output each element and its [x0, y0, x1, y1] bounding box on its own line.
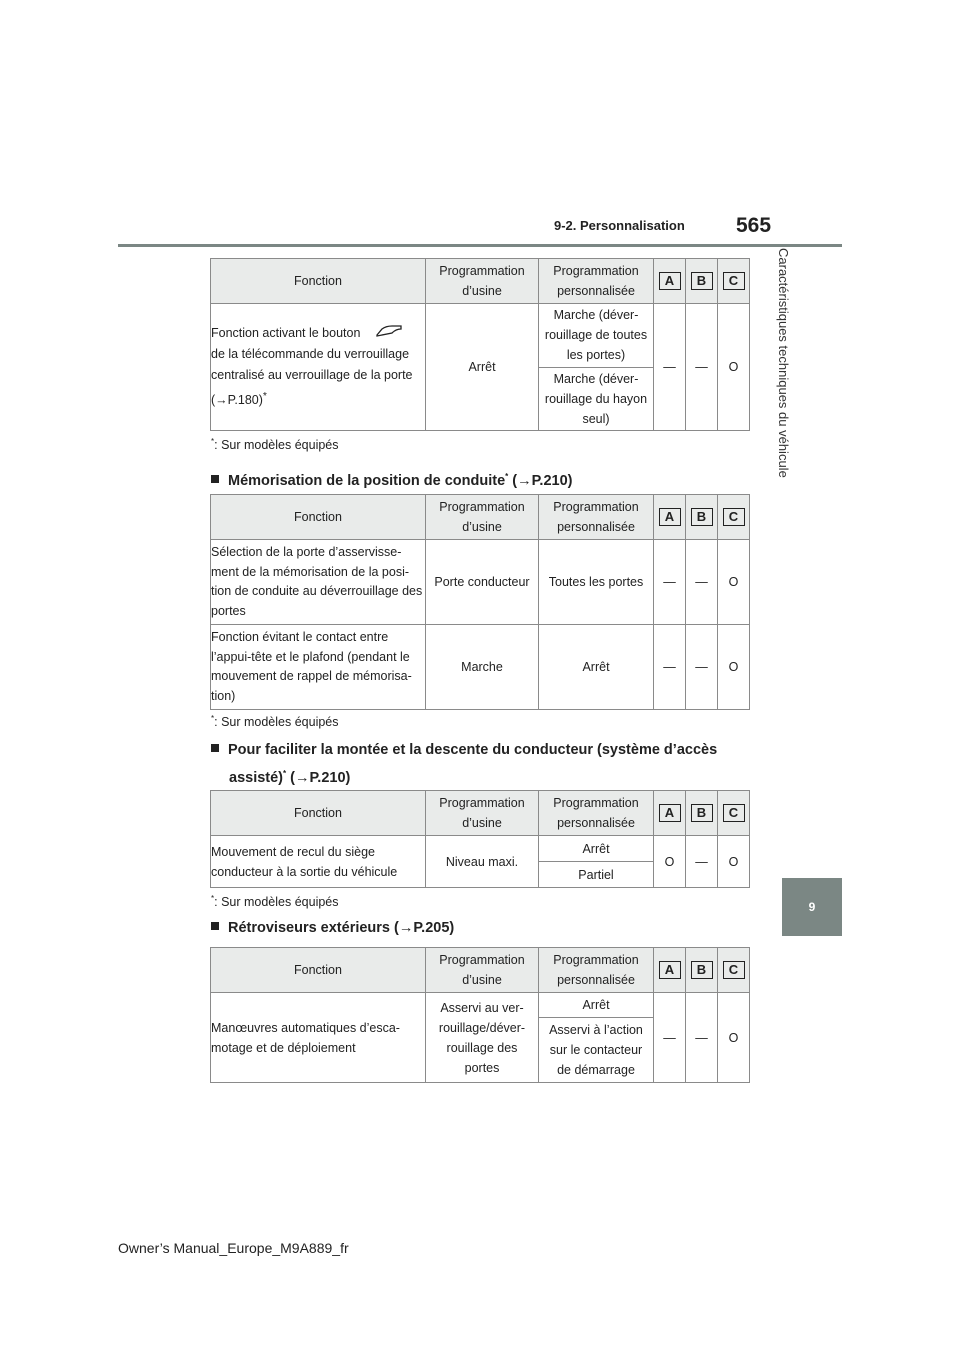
function-cell: Manœuvres automatiques d’esca-motage et de déploiement — [211, 993, 426, 1083]
trunk-key-icon — [374, 323, 404, 339]
table-driving-position-memory — [210, 494, 750, 710]
section-heading: Mémorisation de la position de conduite* (→P.210) — [211, 464, 572, 494]
col-a-cell: — — [654, 540, 686, 625]
function-cell: Fonction évitant le contact entre l’appui-tête et le plafond (pendant le mouvement de rappel de mémorisa-tion) — [211, 625, 426, 710]
custom-option-cell: Arrêt — [539, 836, 654, 862]
header-factory: Programmation d’usine — [426, 791, 539, 836]
header-col-a: A — [659, 272, 681, 290]
bullet-square-icon — [211, 475, 219, 483]
table-header-row — [211, 791, 750, 836]
custom-option-cell: Arrêt — [539, 993, 654, 1018]
factory-cell: Porte conducteur — [426, 540, 539, 625]
header-custom: Programmation personnalisée — [539, 495, 654, 540]
header-col-c: C — [723, 804, 745, 822]
factory-cell: Marche — [426, 625, 539, 710]
col-b-cell: — — [686, 993, 718, 1083]
chapter-title: Caractéristiques techniques du véhicule — [776, 248, 791, 478]
header-col-c: C — [723, 961, 745, 979]
header-col-b: B — [691, 804, 713, 822]
custom-option-cell: Partiel — [539, 862, 654, 888]
header-custom: Programmation personnalisée — [539, 791, 654, 836]
header-function: Fonction — [211, 948, 426, 993]
footnote-mark: * — [262, 390, 267, 402]
col-c-cell: O — [718, 625, 750, 710]
col-a-cell: O — [654, 836, 686, 888]
col-a-cell: — — [654, 993, 686, 1083]
table-header-row — [211, 495, 750, 540]
section-heading: Pour faciliter la montée et la descente du conducteur (système d’accès — [211, 737, 717, 763]
table-easy-access — [210, 790, 750, 888]
table-header-row — [211, 948, 750, 993]
section-title: 9-2. Personnalisation — [554, 218, 685, 233]
col-c-cell: O — [718, 836, 750, 888]
factory-cell: Niveau maxi. — [426, 836, 539, 888]
col-b-cell: — — [686, 836, 718, 888]
header-custom: Programmation personnalisée — [539, 259, 654, 304]
col-b-cell: — — [686, 625, 718, 710]
function-cell — [211, 304, 426, 431]
header-col-a: A — [659, 961, 681, 979]
header-col-a: A — [659, 804, 681, 822]
bullet-square-icon — [211, 744, 219, 752]
page-number: 565 — [736, 214, 772, 237]
custom-cell: Arrêt — [539, 625, 654, 710]
footnote: *: Sur modèles équipés — [211, 437, 339, 453]
table-row — [211, 625, 750, 710]
header-col-b: B — [691, 961, 713, 979]
custom-option-cell: Marche (déver-rouillage du hayon seul) — [539, 367, 654, 431]
header-col-c: C — [723, 272, 745, 290]
header-factory: Programmation d’usine — [426, 495, 539, 540]
table-door-lock-button — [210, 258, 750, 431]
factory-cell: Asservi au ver-rouillage/déver-rouillage des portes — [426, 993, 539, 1083]
footnote: *: Sur modèles équipés — [211, 714, 339, 730]
custom-cell: Toutes les portes — [539, 540, 654, 625]
header-col-c: C — [723, 508, 745, 526]
header-col-a: A — [659, 508, 681, 526]
function-text: Fonction activant le bouton — [211, 325, 361, 340]
custom-option-cell: Marche (déver-rouillage de toutes les portes) — [539, 304, 654, 368]
section-heading: Rétroviseurs extérieurs (→P.205) — [211, 915, 454, 941]
header-factory: Programmation d’usine — [426, 259, 539, 304]
header-function: Fonction — [211, 791, 426, 836]
footnote: *: Sur modèles équipés — [211, 894, 339, 910]
col-a-cell: — — [654, 304, 686, 431]
chapter-tab[interactable]: 9 — [782, 878, 842, 936]
function-cell: Mouvement de recul du siège conducteur à la sortie du véhicule — [211, 836, 426, 888]
chapter-side-label — [776, 248, 814, 868]
header-rule — [118, 244, 842, 247]
section-heading-cont: assisté)* (→P.210) — [229, 769, 351, 786]
table-outside-mirrors — [210, 947, 750, 1083]
col-b-cell: — — [686, 540, 718, 625]
function-ref: (→P.180) — [211, 393, 263, 408]
header-col-b: B — [691, 272, 713, 290]
bullet-square-icon — [211, 922, 219, 930]
table-row — [211, 304, 750, 368]
custom-option-cell: Asservi à l’action sur le contacteur de démarrage — [539, 1018, 654, 1083]
header-function: Fonction — [211, 259, 426, 304]
table-row — [211, 993, 750, 1018]
factory-cell: Arrêt — [426, 304, 539, 431]
header-factory: Programmation d’usine — [426, 948, 539, 993]
header-custom: Programmation personnalisée — [539, 948, 654, 993]
col-a-cell: — — [654, 625, 686, 710]
footer-text: Owner’s Manual_Europe_M9A889_fr — [118, 1240, 349, 1256]
col-c-cell: O — [718, 993, 750, 1083]
col-c-cell: O — [718, 540, 750, 625]
header-function: Fonction — [211, 495, 426, 540]
function-text-cont: de la télécommande du verrouillage centralisé au verrouillage de la porte — [211, 346, 413, 382]
table-row — [211, 836, 750, 862]
table-row — [211, 540, 750, 625]
col-c-cell: O — [718, 304, 750, 431]
header-col-b: B — [691, 508, 713, 526]
table-header-row — [211, 259, 750, 304]
col-b-cell: — — [686, 304, 718, 431]
function-cell: Sélection de la porte d’asservisse-ment de la mémorisation de la posi-tion de conduite au déverrouillage des portes — [211, 540, 426, 625]
